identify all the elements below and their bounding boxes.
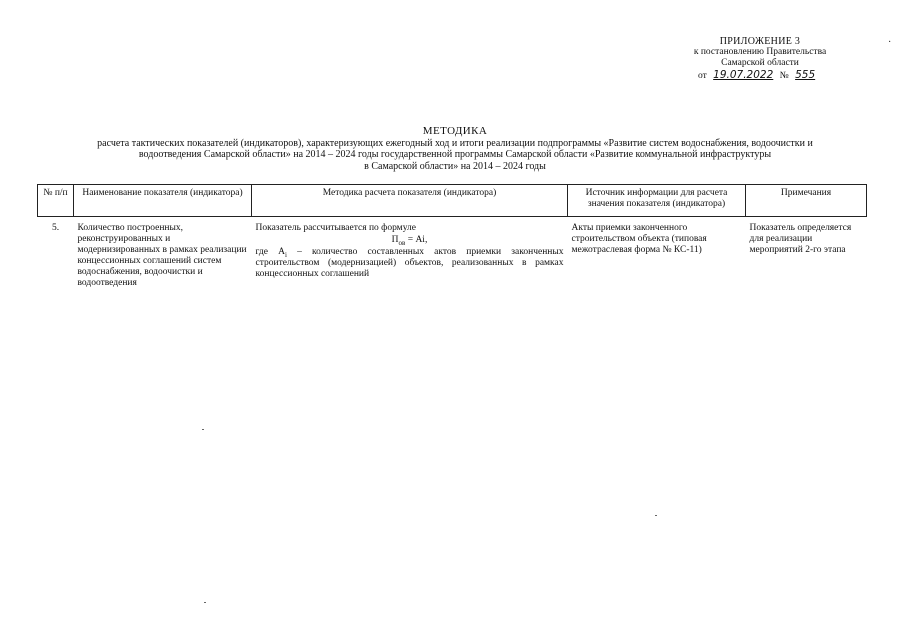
explain-start: где A — [255, 247, 285, 257]
row-notes: Показатель определяется для реализации мероприятий 2-го этапа — [749, 223, 852, 255]
row-info-source: Акты приемки законченного строительством объекта (типовая межотраслевая форма № КС-11) — [571, 223, 707, 255]
header-calc-method: Методика расчета показателя (индикатора) — [252, 185, 568, 217]
row-calc-method — [252, 217, 568, 290]
scan-speck — [202, 429, 204, 430]
header-notes: Примечания — [746, 185, 867, 217]
appendix-line1: к постановлению Правительства — [693, 47, 827, 57]
date-prefix: от — [698, 71, 707, 81]
explain-subscript: i — [284, 250, 287, 259]
method-explanation — [256, 247, 564, 280]
formula-subscript: ов — [398, 238, 406, 247]
number-prefix: № — [779, 71, 789, 81]
document-title — [60, 126, 850, 172]
appendix-block — [680, 36, 840, 82]
method-intro: Показатель рассчитывается по формуле — [255, 223, 416, 233]
title-line2: водоотведения Самарской области» на 2014 – 2024 годы государственной программы Самарской области «Развитие коммунальной инфраструктуры — [138, 149, 772, 160]
row-number: 5. — [51, 223, 60, 233]
methods-table — [37, 184, 867, 289]
appendix-line2: Самарской области — [721, 58, 799, 68]
row-indicator-name: Количество построенных, реконструированных и модернизированных в рамках реализации концессионных соглашений систем водоснабжения, водоочистки и водоотведения — [77, 223, 247, 288]
explain-rest: – количество составленных актов приемки законченных строительством (модернизацией) объектов, реализованных в рамках концессионных соглашений — [255, 247, 564, 279]
header-indicator-name: Наименование показателя (индикатора) — [74, 185, 252, 217]
header-info-source: Источник информации для расчета значения показателя (индикатора) — [568, 185, 746, 217]
title-line1: расчета тактических показателей (индикаторов), характеризующих ежегодный ход и итоги реализации подпрограммы «Развитие систем водоснабжения, водоочистки и — [97, 137, 813, 149]
table-row — [38, 217, 867, 290]
scan-speck — [204, 602, 206, 603]
handwritten-date: 19.07.2022 — [713, 69, 774, 81]
appendix-order-line — [680, 70, 840, 82]
formula-symbol: П — [391, 235, 399, 245]
header-number: № п/п — [38, 185, 74, 217]
appendix-title: ПРИЛОЖЕНИЕ 3 — [719, 36, 801, 47]
corner-mark: · — [888, 37, 892, 48]
scan-speck — [655, 515, 657, 516]
table-header-row — [38, 185, 867, 217]
title-main: МЕТОДИКА — [422, 125, 488, 137]
title-line3: в Самарской области» на 2014 – 2024 годы — [364, 160, 546, 172]
formula — [256, 234, 564, 247]
formula-rhs: = Ai, — [405, 235, 428, 245]
handwritten-number: 555 — [795, 69, 816, 81]
